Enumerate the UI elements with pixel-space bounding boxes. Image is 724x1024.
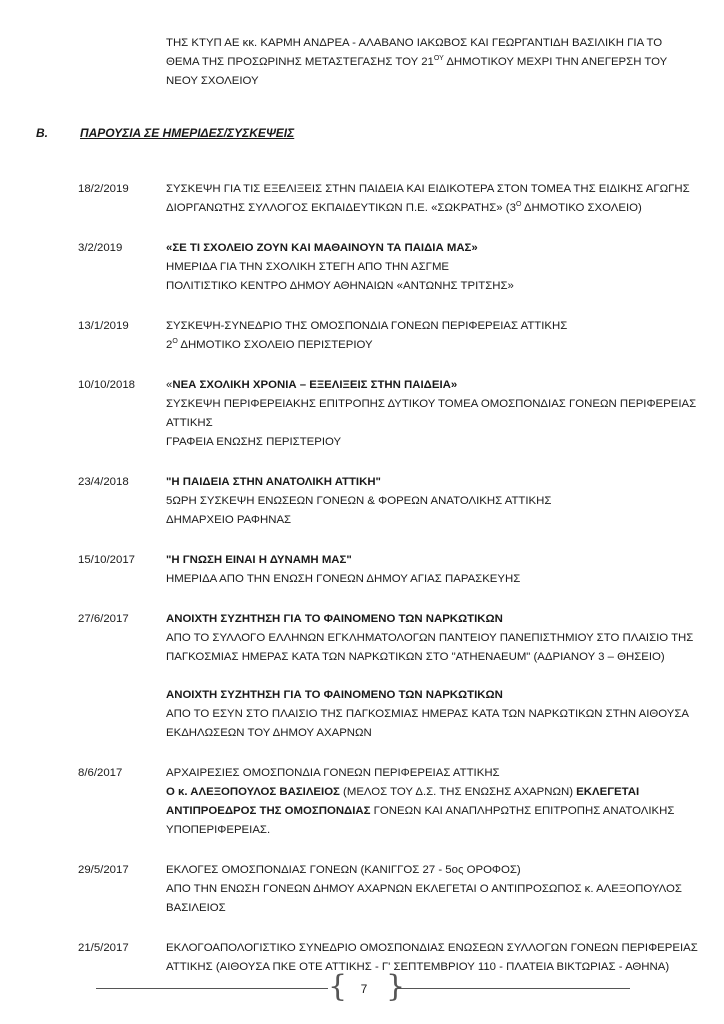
bold-text: ΑΝΟΙΧΤΗ ΣΥΖΗΤΗΣΗ ΓΙΑ ΤΟ ΦΑΙΝΟΜΕΝΟ ΤΩΝ ΝΑΡΚΩΤΙΚΩΝ xyxy=(166,613,503,625)
bold-text: "Η ΓΝΩΣΗ ΕΙΝΑΙ Η ΔΥΝΑΜΗ ΜΑΣ" xyxy=(166,554,352,566)
text: 2 xyxy=(166,339,173,351)
event-title xyxy=(166,551,698,570)
section-title: ΠΑΡΟΥΣΙΑ ΣΕ ΗΜΕΡΙΔΕΣ/ΣΥΣΚΕΨΕΙΣ xyxy=(80,126,295,140)
event-line: ΠΟΛΙΤΙΣΤΙΚΟ ΚΕΝΤΡΟ ΔΗΜΟΥ ΑΘΗΝΑΙΩΝ «ΑΝΤΩΝΗΣ ΤΡΙΤΣΗΣ» xyxy=(166,280,514,292)
event-date: 3/2/2019 xyxy=(78,242,123,254)
event-line: ΣΥΣΚΕΨΗ-ΣΥΝΕΔΡΙΟ ΤΗΣ ΟΜΟΣΠΟΝΔΙΑ ΓΟΝΕΩΝ ΠΕΡΙΦΕΡΕΙΑΣ ΑΤΤΙΚΗΣ xyxy=(166,320,568,332)
event-body xyxy=(166,317,698,355)
event-line: ΥΠΟΠΕΡΙΦΕΡΕΙΑΣ. xyxy=(166,824,271,836)
event-date: 21/5/2017 xyxy=(78,942,129,954)
event-line xyxy=(166,802,698,821)
event-line: ΔΗΜΑΡΧΕΙΟ ΡΑΦΗΝΑΣ xyxy=(166,514,292,526)
event-date: 18/2/2019 xyxy=(78,183,129,195)
bold-text: «ΣΕ ΤΙ ΣΧΟΛΕΙΟ ΖΟΥΝ ΚΑΙ ΜΑΘΑΙΝΟΥΝ ΤΑ ΠΑΙΔΙΑ ΜΑΣ» xyxy=(166,242,478,254)
page-number: 7 xyxy=(360,982,368,996)
event-entry xyxy=(78,239,698,296)
event-body xyxy=(166,764,698,840)
event-line: 5ΩΡΗ ΣΥΣΚΕΨΗ ΕΝΩΣΕΩΝ ΓΟΝΕΩΝ & ΦΟΡΕΩΝ ΑΝΑΤΟΛΙΚΗΣ ΑΤΤΙΚΗΣ xyxy=(166,495,552,507)
event-date: 27/6/2017 xyxy=(78,613,129,625)
event-date: 15/10/2017 xyxy=(78,554,136,566)
text: ΓΟΝΕΩΝ ΚΑΙ ΑΝΑΠΛΗΡΩΤΗΣ ΕΠΙΤΡΟΠΗΣ ΑΝΑΤΟΛΙΚΗΣ xyxy=(370,805,675,817)
event-line: ΒΑΣΙΛΕΙΟΣ xyxy=(166,902,226,914)
intro-line: ΝΕΟΥ ΣΧΟΛΕΙΟΥ xyxy=(166,75,259,87)
text: (ΜΕΛΟΣ ΤΟΥ Δ.Σ. ΤΗΣ ΕΝΩΣΗΣ ΑΧΑΡΝΩΝ) xyxy=(339,786,577,798)
footer-rule-left xyxy=(96,988,328,989)
event-entry xyxy=(78,610,698,743)
event-line: ΗΜΕΡΙΔΑ ΑΠΟ ΤΗΝ ΕΝΩΣΗ ΓΟΝΕΩΝ ΔΗΜΟΥ ΑΓΙΑΣ ΠΑΡΑΣΚΕΥΗΣ xyxy=(166,573,521,585)
superscript: Ο xyxy=(515,201,522,208)
event-entry xyxy=(78,861,698,918)
event-body xyxy=(166,239,698,296)
event-body xyxy=(166,551,698,589)
event-line: ΑΤΤΙΚΗΣ xyxy=(166,417,213,429)
event-line: ΕΚΔΗΛΩΣΕΩΝ ΤΟΥ ΔΗΜΟΥ ΑΧΑΡΝΩΝ xyxy=(166,727,372,739)
section-number: Β. xyxy=(36,126,48,140)
event-line xyxy=(166,783,698,802)
bold-text: ΑΝΤΙΠΡΟΕΔΡΟΣ ΤΗΣ ΟΜΟΣΠΟΝΔΙΑΣ xyxy=(166,805,371,817)
event-date: 13/1/2019 xyxy=(78,320,129,332)
event-body xyxy=(166,180,698,218)
event-entry xyxy=(78,317,698,355)
superscript: ΟΥ xyxy=(433,55,444,62)
event-line: ΗΜΕΡΙΔΑ ΓΙΑ ΤΗΝ ΣΧΟΛΙΚΗ ΣΤΕΓΗ ΑΠΟ ΤΗΝ ΑΣΓΜΕ xyxy=(166,261,450,273)
event-body xyxy=(166,376,698,452)
text: ΔΗΜΟΤΙΚΟ ΣΧΟΛΕΙΟ) xyxy=(521,202,642,214)
event-entry xyxy=(78,764,698,840)
event-entry xyxy=(78,551,698,589)
event-date: 10/10/2018 xyxy=(78,379,136,391)
text: « xyxy=(166,379,173,391)
event-line: ΑΡΧΑΙΡΕΣΙΕΣ ΟΜΟΣΠΟΝΔΙΑ ΓΟΝΕΩΝ ΠΕΡΙΦΕΡΕΙΑΣ ΑΤΤΙΚΗΣ xyxy=(166,767,500,779)
event-date: 29/5/2017 xyxy=(78,864,129,876)
intro-paragraph xyxy=(166,34,706,91)
event-line: ΑΤΤΙΚΗΣ (ΑΙΘΟΥΣΑ ΠΚΕ ΟΤΕ ΑΤΤΙΚΗΣ - Γ' ΣΕΠΤΕΜΒΡΙΟΥ 110 - ΠΛΑΤΕΙΑ ΒΙΚΤΩΡΙΑΣ - ΑΘΗΝΑ) xyxy=(166,961,670,973)
intro-line: ΤΗΣ ΚΤΥΠ ΑΕ κκ. ΚΑΡΜΗ ΑΝΔΡΕΑ - ΑΛΑΒΑΝΟ ΙΑΚΩΒΟΣ ΚΑΙ ΓΕΩΡΓΑΝΤΙΔΗ ΒΑΣΙΛΙΚΗ ΓΙΑ ΤΟ xyxy=(166,37,663,49)
event-line: ΕΚΛΟΓΕΣ ΟΜΟΣΠΟΝΔΙΑΣ ΓΟΝΕΩΝ (ΚΑΝΙΓΓΟΣ 27 - 5ος ΟΡΟΦΟΣ) xyxy=(166,864,521,876)
event-list xyxy=(78,180,698,998)
event-title xyxy=(166,239,698,258)
event-line: ΣΥΣΚΕΨΗ ΠΕΡΙΦΕΡΕΙΑΚΗΣ ΕΠΙΤΡΟΠΗΣ ΔΥΤΙΚΟΥ ΤΟΜΕΑ ΟΜΟΣΠΟΝΔΙΑΣ ΓΟΝΕΩΝ ΠΕΡΙΦΕΡΕΙΑΣ xyxy=(166,398,697,410)
bold-text: "Η ΠΑΙΔΕΙΑ ΣΤΗΝ ΑΝΑΤΟΛΙΚΗ ΑΤΤΙΚΗ" xyxy=(166,476,381,488)
event-line xyxy=(166,336,698,355)
event-title xyxy=(166,610,698,629)
event-line: ΕΚΛΟΓΟΑΠΟΛΟΓΙΣΤΙΚΟ ΣΥΝΕΔΡΙΟ ΟΜΟΣΠΟΝΔΙΑΣ ΕΝΩΣΕΩΝ ΣΥΛΛΟΓΩΝ ΓΟΝΕΩΝ ΠΕΡΙΦΕΡΕΙΑΣ xyxy=(166,942,698,954)
text: ΔΗΜΟΤΙΚΟΥ ΜΕΧΡΙ ΤΗΝ ΑΝΕΓΕΡΣΗ ΤΟΥ xyxy=(443,56,668,68)
event-title xyxy=(166,686,698,705)
event-line: ΠΑΓΚΟΣΜΙΑΣ ΗΜΕΡΑΣ ΚΑΤΑ ΤΩΝ ΝΑΡΚΩΤΙΚΩΝ ΣΤΟ "ATHENAEUM" (ΑΔΡΙΑΝΟΥ 3 – ΘΗΣΕΙΟ) xyxy=(166,651,665,663)
text: ΔΙΟΡΓΑΝΩΤΗΣ ΣΥΛΛΟΓΟΣ ΕΚΠΑΙΔΕΥΤΙΚΩΝ Π.Ε. «ΣΩΚΡΑΤΗΣ» (3 xyxy=(166,202,516,214)
intro-line xyxy=(166,53,706,72)
event-date: 23/4/2018 xyxy=(78,476,129,488)
event-line xyxy=(166,199,698,218)
event-line: ΑΠΟ ΤΟ ΕΣΥΝ ΣΤΟ ΠΛΑΙΣΙΟ ΤΗΣ ΠΑΓΚΟΣΜΙΑΣ ΗΜΕΡΑΣ ΚΑΤΑ ΤΩΝ ΝΑΡΚΩΤΙΚΩΝ ΣΤΗΝ ΑΙΘΟΥΣΑ xyxy=(166,708,689,720)
bold-text: ΕΚΛΕΓΕΤΑΙ xyxy=(576,786,640,798)
footer-rule-right xyxy=(396,988,630,989)
text: ΔΗΜΟΤΙΚΟ ΣΧΟΛΕΙΟ ΠΕΡΙΣΤΕΡΙΟΥ xyxy=(177,339,373,351)
left-brace: { xyxy=(328,969,348,1004)
event-entry xyxy=(78,180,698,218)
page-footer xyxy=(96,970,630,1010)
event-body xyxy=(166,610,698,743)
event-entry xyxy=(78,473,698,530)
event-line: ΓΡΑΦΕΙΑ ΕΝΩΣΗΣ ΠΕΡΙΣΤΕΡΙΟΥ xyxy=(166,436,342,448)
right-brace: } xyxy=(386,969,406,1004)
event-line: ΑΠΟ ΤΟ ΣΥΛΛΟΓΟ ΕΛΛΗΝΩΝ ΕΓΚΛΗΜΑΤΟΛΟΓΩΝ ΠΑΝΤΕΙΟΥ ΠΑΝΕΠΙΣΤΗΜΙΟΥ ΣΤΟ ΠΛΑΙΣΙΟ ΤΗΣ xyxy=(166,632,694,644)
event-title xyxy=(166,473,698,492)
event-entry xyxy=(78,376,698,452)
bold-text: Ο κ. ΑΛΕΞΟΠΟΥΛΟΣ ΒΑΣΙΛΕΙΟΣ xyxy=(166,786,340,798)
event-title xyxy=(166,376,698,395)
bold-text: ΑΝΟΙΧΤΗ ΣΥΖΗΤΗΣΗ ΓΙΑ ΤΟ ΦΑΙΝΟΜΕΝΟ ΤΩΝ ΝΑΡΚΩΤΙΚΩΝ xyxy=(166,689,503,701)
event-line: ΑΠΟ ΤΗΝ ΕΝΩΣΗ ΓΟΝΕΩΝ ΔΗΜΟΥ ΑΧΑΡΝΩΝ ΕΚΛΕΓΕΤΑΙ Ο ΑΝΤΙΠΡΟΣΩΠΟΣ κ. ΑΛΕΞΟΠΟΥΛΟΣ xyxy=(166,883,682,895)
event-line: ΣΥΣΚΕΨΗ ΓΙΑ ΤΙΣ ΕΞΕΛΙΞΕΙΣ ΣΤΗΝ ΠΑΙΔΕΙΑ ΚΑΙ ΕΙΔΙΚΟΤΕΡΑ ΣΤΟΝ ΤΟΜΕΑ ΤΗΣ ΕΙΔΙΚΗΣ ΑΓΩΓΗΣ xyxy=(166,183,690,195)
superscript: Ο xyxy=(172,338,178,345)
event-date: 8/6/2017 xyxy=(78,767,123,779)
text: ΘΕΜΑ ΤΗΣ ΠΡΟΣΩΡΙΝΗΣ ΜΕΤΑΣΤΕΓΑΣΗΣ ΤΟΥ 21 xyxy=(166,56,434,68)
event-body xyxy=(166,473,698,530)
event-body xyxy=(166,861,698,918)
bold-text: ΝΕΑ ΣΧΟΛΙΚΗ ΧΡΟΝΙΑ – ΕΞΕΛΙΞΕΙΣ ΣΤΗΝ ΠΑΙΔΕΙΑ» xyxy=(172,379,458,391)
